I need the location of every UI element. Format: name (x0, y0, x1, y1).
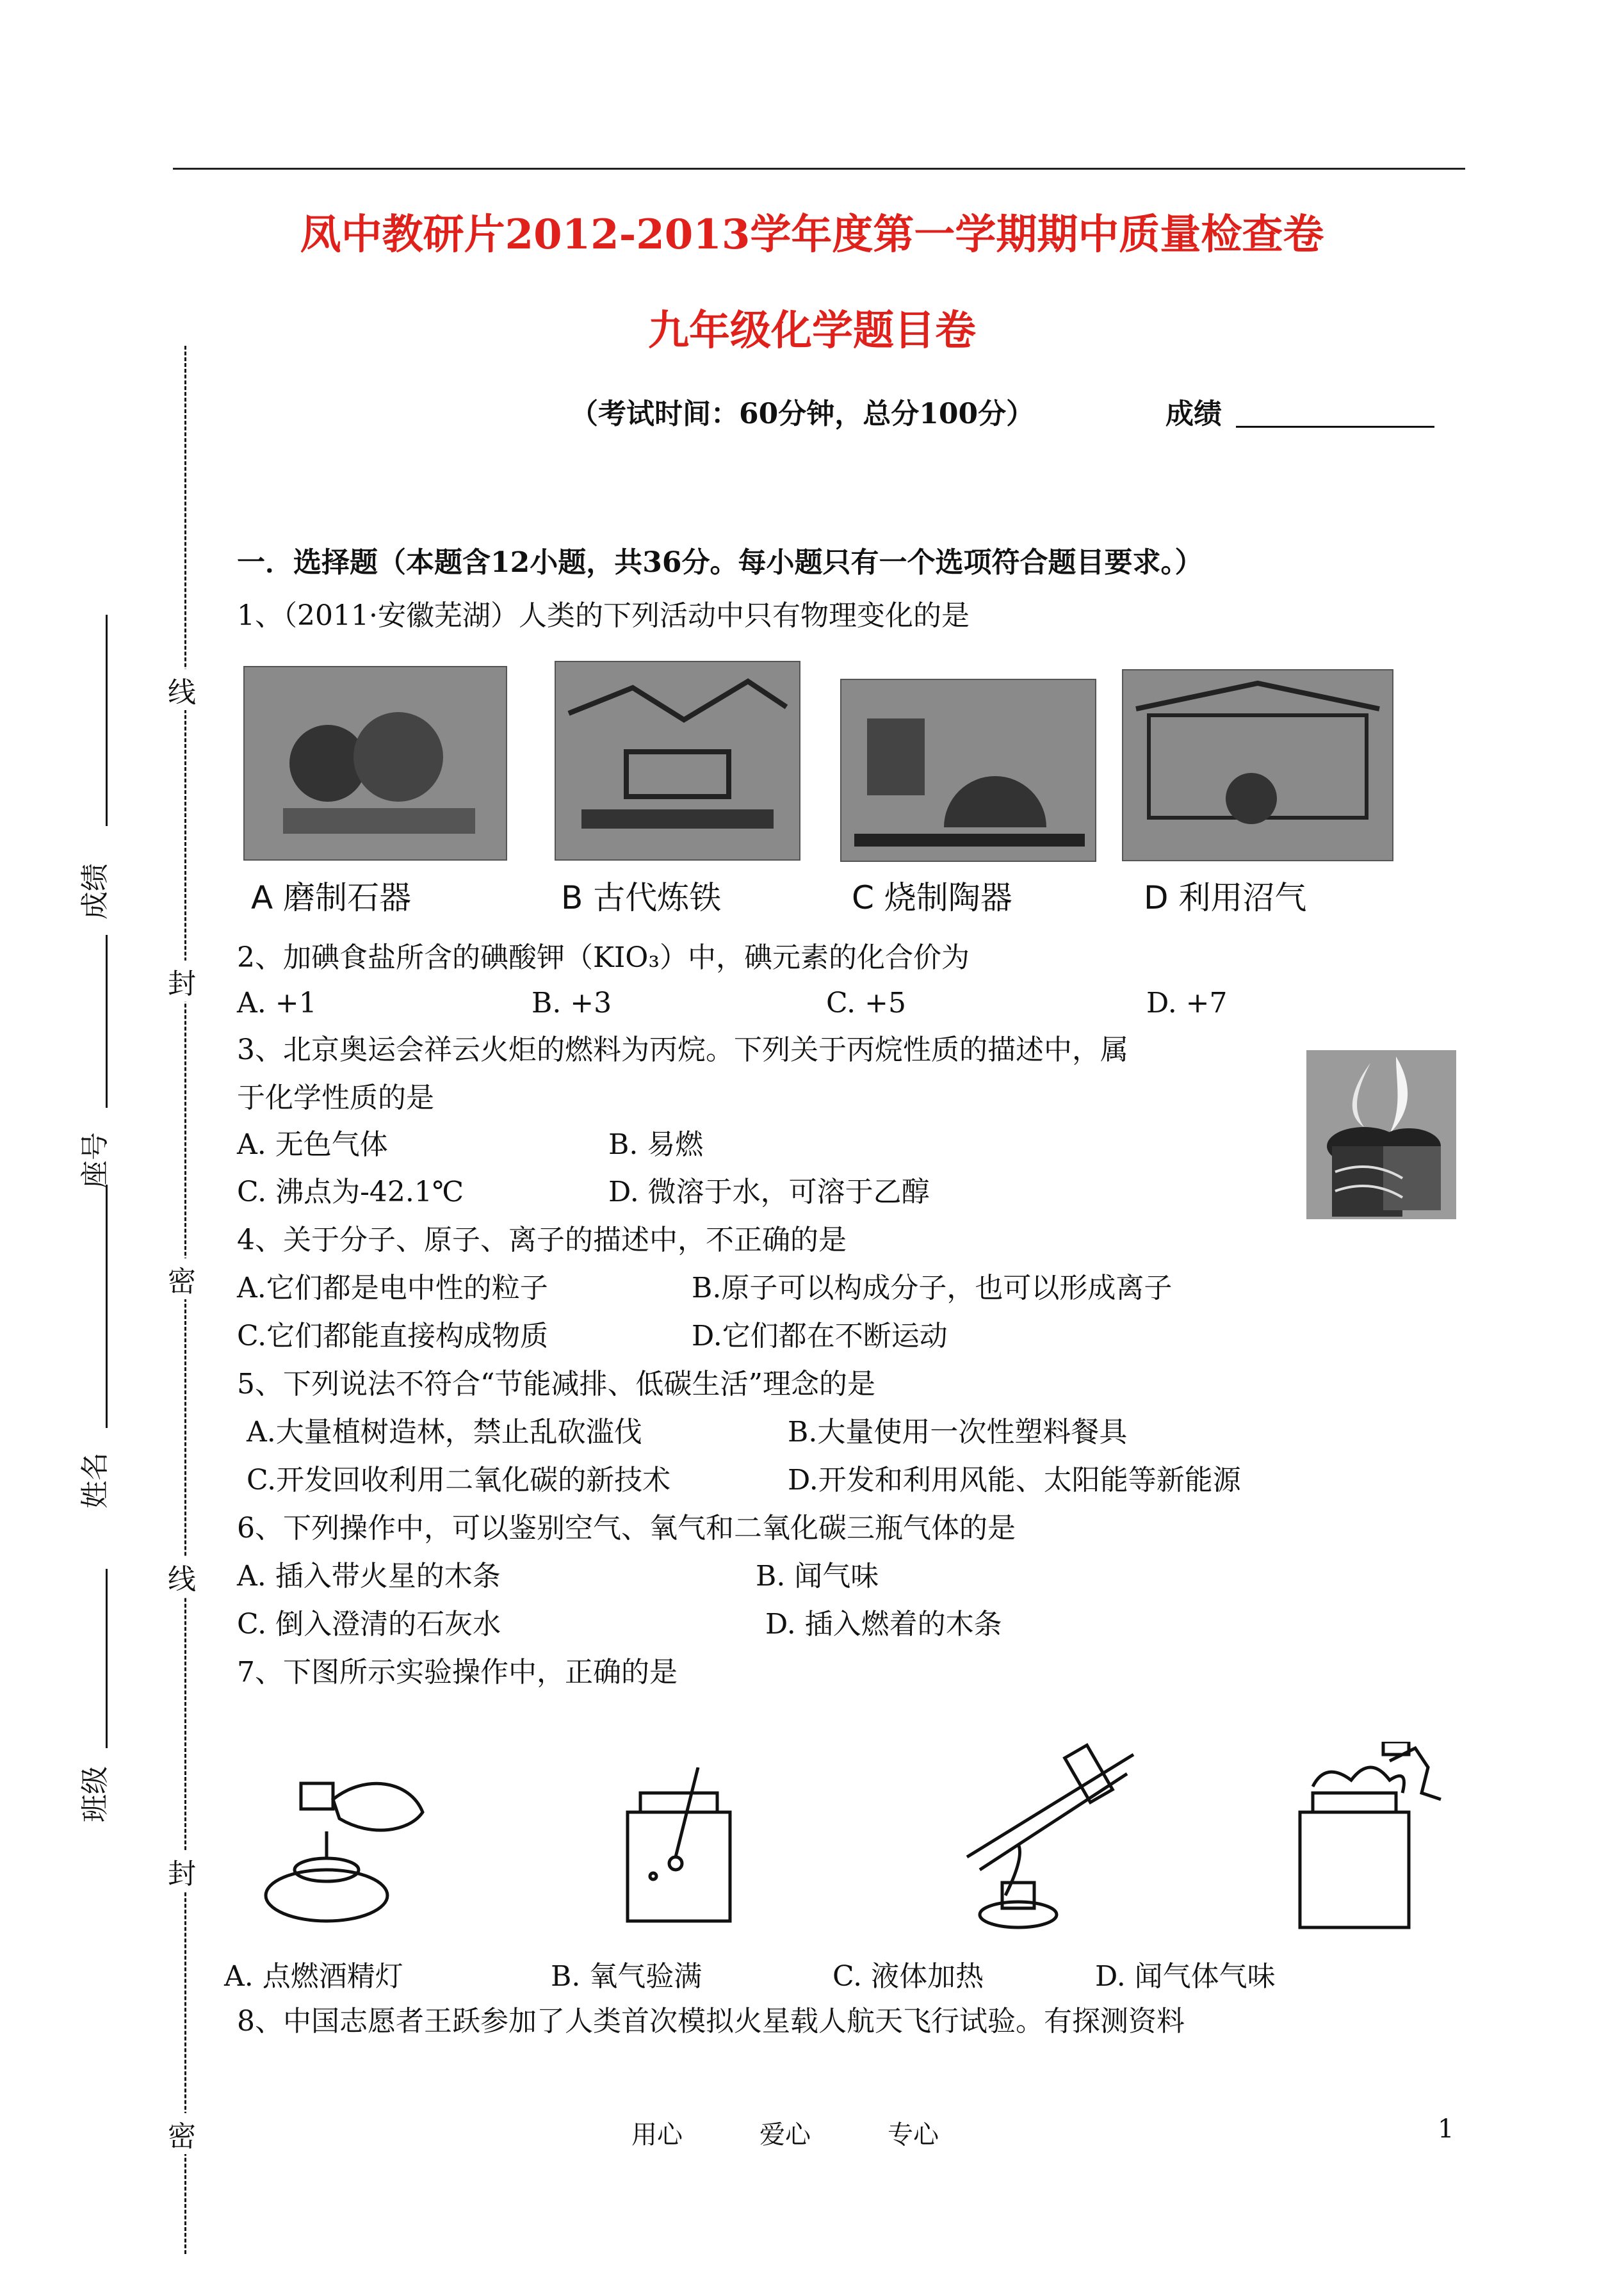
q2-option-d[interactable]: D. +7 (1146, 987, 1228, 1019)
question-3-stem-line1: 3、北京奥运会祥云火炬的燃料为丙烷。下列关于丙烷性质的描述中，属 (237, 1034, 1128, 1066)
q5-option-d[interactable]: D.开发和利用风能、太阳能等新能源 (788, 1464, 1241, 1496)
seal-char-secret-2: 密 (168, 2113, 196, 2154)
lab-oxygen-test (615, 1767, 743, 1927)
q4-option-a[interactable]: A.它们都是电中性的粒子 (237, 1272, 548, 1304)
q5-option-b[interactable]: B.大量使用一次性塑料餐具 (788, 1416, 1128, 1448)
q2-option-c[interactable]: C. +5 (826, 987, 906, 1019)
question-1-stem: 1、（2011·安徽芜湖）人类的下列活动中只有物理变化的是 (237, 599, 970, 632)
question-7-stem: 7、下图所示实验操作中，正确的是 (237, 1656, 678, 1689)
q5-option-a[interactable]: A.大量植树造林，禁止乱砍滥伐 (247, 1416, 642, 1448)
q1-image-ancient-iron (555, 661, 800, 861)
q6-option-b[interactable]: B. 闻气味 (756, 1560, 879, 1593)
lab-smelling-gas (1287, 1742, 1454, 1934)
q1-image-pottery (840, 679, 1096, 862)
exam-title: 凤中教研片2012-2013学年度第一学期期中质量检查卷 (300, 211, 1324, 259)
lab-lighting-alcohol-lamp (256, 1761, 448, 1934)
margin-field-seat: 座号 (79, 1132, 111, 1188)
question-8-stem: 8、中国志愿者王跃参加了人类首次模拟火星载人航天飞行试验。有探测资料 (237, 2005, 1185, 2038)
footer-motto-1: 用心 (631, 2120, 683, 2150)
q1-image-stone-tool (243, 666, 507, 861)
q6-option-d[interactable]: D. 插入燃着的木条 (765, 1608, 1002, 1641)
q3-option-c[interactable]: C. 沸点为-42.1℃ (237, 1176, 464, 1208)
margin-name-blank[interactable] (106, 1185, 108, 1428)
q4-option-d[interactable]: D.它们都在不断运动 (692, 1320, 948, 1352)
q3-option-b[interactable]: B. 易燃 (608, 1128, 704, 1161)
exam-subtitle: 九年级化学题目卷 (648, 307, 976, 355)
score-label: 成绩 (1165, 398, 1222, 430)
q3-option-d[interactable]: D. 微溶于水，可溶于乙醇 (608, 1176, 930, 1208)
q7-option-d[interactable]: D. 闻气体气味 (1095, 1960, 1276, 1993)
section-heading: 一．选择题（本题含12小题，共36分。每小题只有一个选项符合题目要求。） (237, 546, 1203, 579)
q1-image-biogas (1122, 669, 1393, 861)
header-rule (173, 168, 1465, 170)
seal-char-line-1: 线 (168, 669, 196, 710)
lab-heating-liquid (929, 1742, 1140, 1934)
question-5-stem: 5、下列说法不符合“节能减排、低碳生活”理念的是 (237, 1368, 875, 1400)
exam-info: （考试时间：60分钟，总分100分） (570, 398, 1035, 430)
q7-option-a[interactable]: A. 点燃酒精灯 (224, 1960, 403, 1993)
question-4-stem: 4、关于分子、原子、离子的描述中，不正确的是 (237, 1224, 847, 1256)
question-6-stem: 6、下列操作中，可以鉴别空气、氧气和二氧化碳三瓶气体的是 (237, 1512, 1016, 1545)
question-3-stem-line2: 于化学性质的是 (237, 1082, 434, 1114)
margin-field-class: 班级 (79, 1766, 111, 1822)
q1-option-d[interactable]: D 利用沼气 (1144, 879, 1307, 916)
q1-option-c[interactable]: C 烧制陶器 (852, 879, 1012, 916)
margin-field-name: 姓名 (79, 1452, 111, 1509)
footer-motto-2: 爱心 (759, 2120, 811, 2150)
q1-option-a[interactable]: A 磨制石器 (251, 879, 412, 916)
q4-option-c[interactable]: C.它们都能直接构成物质 (237, 1320, 549, 1352)
seal-char-seal-1: 封 (168, 961, 196, 1002)
seal-char-secret-1: 密 (168, 1258, 196, 1299)
page-number: 1 (1438, 2114, 1454, 2144)
q4-option-b[interactable]: B.原子可以构成分子，也可以形成离子 (692, 1272, 1173, 1304)
q3-option-a[interactable]: A. 无色气体 (237, 1128, 388, 1161)
seal-char-seal-2: 封 (168, 1851, 196, 1892)
margin-score-blank[interactable] (106, 615, 108, 826)
footer-motto-3: 专心 (888, 2120, 939, 2150)
q2-option-a[interactable]: A. +1 (237, 987, 317, 1019)
margin-field-score: 成绩 (79, 863, 111, 920)
question-2-stem: 2、加碘食盐所含的碘酸钾（KIO₃）中，碘元素的化合价为 (237, 941, 970, 974)
q2-option-b[interactable]: B. +3 (532, 987, 612, 1019)
q6-option-c[interactable]: C. 倒入澄清的石灰水 (237, 1608, 501, 1641)
q7-option-b[interactable]: B. 氧气验满 (551, 1960, 702, 1993)
binding-dashed-line (184, 346, 186, 2254)
q5-option-c[interactable]: C.开发回收利用二氧化碳的新技术 (247, 1464, 671, 1496)
q6-option-a[interactable]: A. 插入带火星的木条 (237, 1560, 501, 1593)
score-blank[interactable] (1236, 426, 1434, 428)
margin-seat-blank[interactable] (106, 935, 108, 1108)
margin-class-blank[interactable] (106, 1569, 108, 1748)
q7-option-c[interactable]: C. 液体加热 (832, 1960, 984, 1993)
seal-char-line-2: 线 (168, 1556, 196, 1597)
torch-image (1306, 1050, 1456, 1219)
q1-option-b[interactable]: B 古代炼铁 (561, 879, 722, 916)
